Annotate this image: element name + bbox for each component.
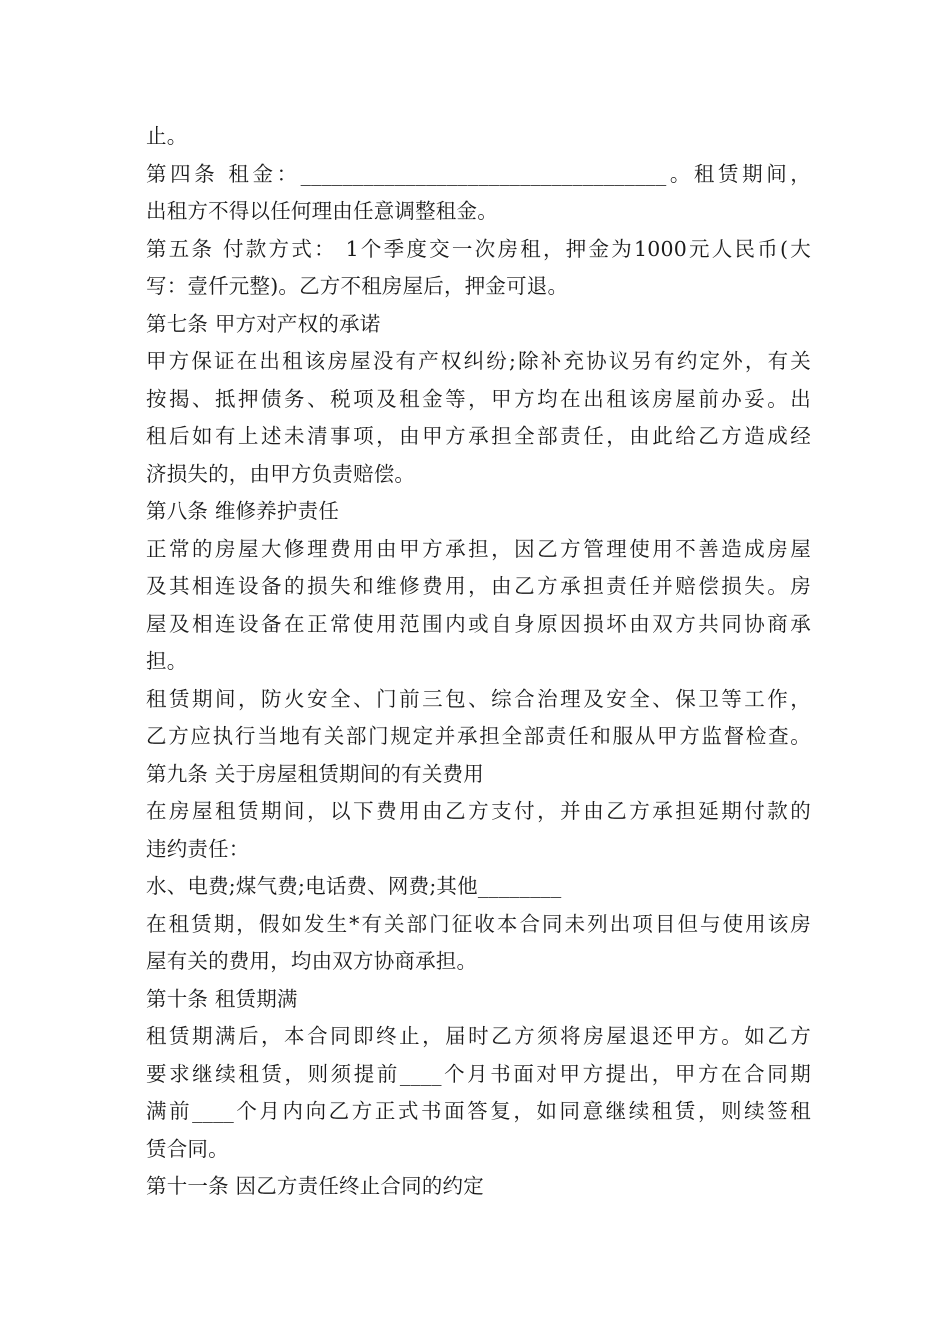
document-line: 第十条 租赁期满 xyxy=(146,986,298,1011)
document-line: 第七条 甲方对产权的承诺 xyxy=(146,311,381,336)
document-line: 甲方保证在出租该房屋没有产权纠纷;除补充协议另有约定外，有关 xyxy=(146,349,811,373)
document-line: 按揭、抵押债务、税项及租金等，甲方均在出租该房屋前办妥。出 xyxy=(146,386,811,411)
document-line: 在房屋租赁期间，以下费用由乙方支付，并由乙方承担延期付款的 xyxy=(146,799,811,823)
document-line: 租赁期间，防火安全、门前三包、综合治理及安全、保卫等工作， xyxy=(146,686,811,711)
document-line: 第九条 关于房屋租赁期间的有关费用 xyxy=(146,761,484,786)
document-line: 正常的房屋大修理费用由甲方承担，因乙方管理使用不善造成房屋 xyxy=(146,536,811,561)
document-line: 第八条 维修养护责任 xyxy=(146,499,340,523)
document-line: 及其相连设备的损失和维修费用，由乙方承担责任并赔偿损失。房 xyxy=(146,574,811,598)
document-line: 屋及相连设备在正常使用范围内或自身原因损坏由双方共同协商承 xyxy=(146,611,811,636)
document-line: 租后如有上述未清事项，由甲方承担全部责任，由此给乙方造成经 xyxy=(146,424,811,448)
document-line: 租赁期满后，本合同即终止，届时乙方须将房屋退还甲方。如乙方 xyxy=(146,1024,811,1048)
document-line: 水、电费;煤气费;电话费、网费;其他________ xyxy=(146,874,562,898)
document-line: 济损失的，由甲方负责赔偿。 xyxy=(146,461,416,486)
document-line: 出租方不得以任何理由任意调整租金。 xyxy=(146,199,498,223)
document-line: 止。 xyxy=(146,124,188,148)
document-line: 第十一条 因乙方责任终止合同的约定 xyxy=(146,1174,484,1198)
document-line: 屋有关的费用，均由双方协商承担。 xyxy=(146,949,478,973)
document-line: 违约责任： xyxy=(146,836,250,861)
contract-text-body xyxy=(146,118,811,1206)
document-line: 在租赁期，假如发生*有关部门征收本合同未列出项目但与使用该房 xyxy=(146,911,811,936)
document-line: 第五条 付款方式： 1个季度交一次房租，押金为1000元人民币(大 xyxy=(146,236,811,261)
document-line: 赁合同。 xyxy=(146,1136,229,1161)
document-line: 要求继续租赁，则须提前____个月书面对甲方提出，甲方在合同期 xyxy=(146,1061,811,1086)
document-line: 担。 xyxy=(146,649,188,673)
document-line: 写：壹仟元整)。乙方不租房屋后，押金可退。 xyxy=(146,274,569,298)
document-line: 第四条 租金：___________________________________。租赁期间， xyxy=(146,161,811,186)
document-line: 乙方应执行当地有关部门规定并承担全部责任和服从甲方监督检查。 xyxy=(146,724,811,748)
document-line: 满前____个月内向乙方正式书面答复，如同意继续租赁，则续签租 xyxy=(146,1099,811,1123)
